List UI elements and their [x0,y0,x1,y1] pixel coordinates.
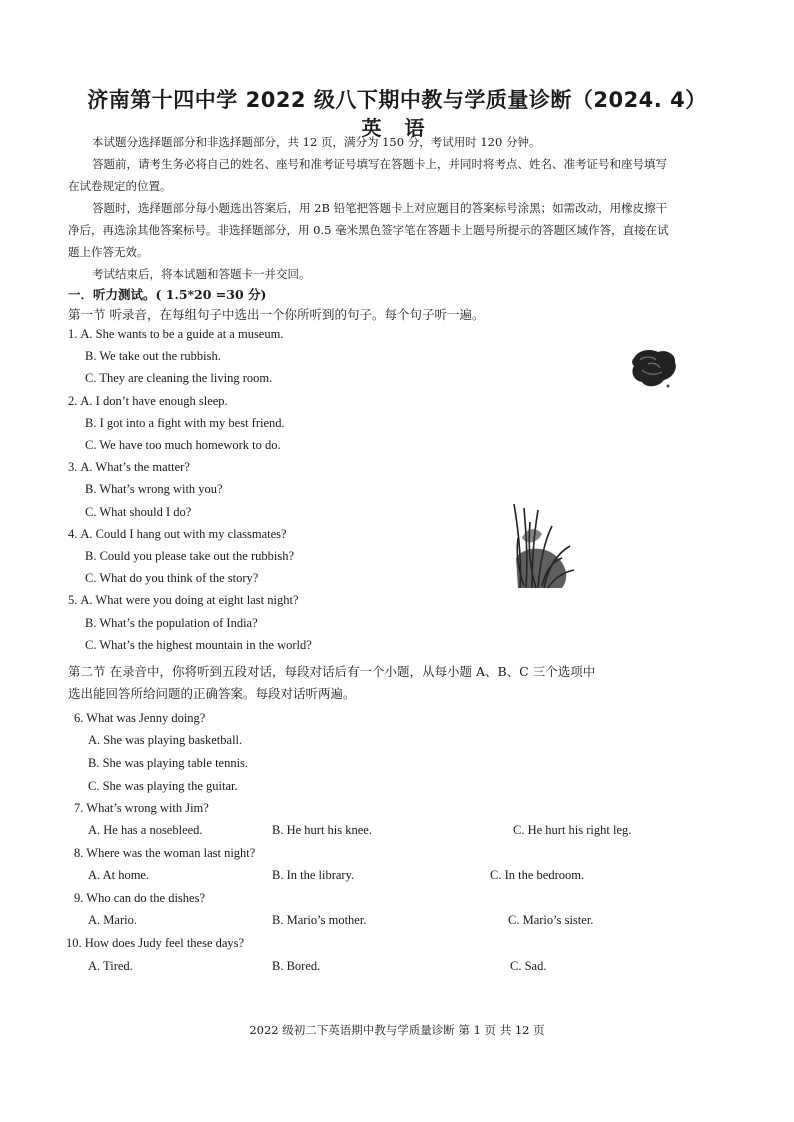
instruction-line: 题上作答无效。 [68,245,149,259]
part-one-instruction: 第一节 听录音，在每组句子中选出一个你所听到的句子。每个句子听一遍。 [68,307,485,322]
section-heading: 一．听力测试。( 1.5*20 =30 分) [68,287,267,302]
subject-title: 英 语 [361,116,433,140]
instruction-line: 考试结束后，将本试题和答题卡一并交回。 [92,267,311,281]
question-item [68,527,287,542]
question-number: 5. [68,593,78,608]
question-option: A. I don’t have enough sleep. [80,393,228,408]
question-option: A. Mario. [88,913,137,927]
question-option: B. In the library. [272,868,355,882]
question-number: 1. [68,327,78,341]
question-stem: 6. What was Jenny doing? [74,711,206,725]
question-stem: 10. How does Judy feel these days? [66,936,245,950]
question-option: A. Tired. [88,959,133,973]
question-option: C. What do you think of the story? [85,571,259,586]
question-option: C. They are cleaning the living room. [85,371,273,386]
question-number: 2. [68,393,78,408]
question-option: A. What were you doing at eight last night? [80,593,299,608]
question-option: C. She was playing the guitar. [88,779,238,793]
question-option: B. I got into a fight with my best friend. [85,415,285,430]
question-option: B. He hurt his knee. [272,823,372,837]
question-item [68,394,228,409]
question-stem: 8. Where was the woman last night? [74,846,256,860]
question-item [68,327,283,342]
question-option: C. In the bedroom. [490,868,585,882]
question-option: C. What should I do? [85,504,192,519]
instruction-line: 答题时，选择题部分每小题选出答案后，用 2B 铅笔把答题卡上对应题目的答案标号涂黑；如需改动，用橡皮擦干 [92,201,668,215]
instruction-line: 在试卷规定的位置。 [68,179,172,193]
question-option: B. She was playing table tennis. [88,756,249,770]
question-option: A. She wants to be a guide at a museum. [80,327,284,341]
question-option: B. What’s the population of India? [85,615,258,630]
part-two-instruction: 第二节 在录音中，你将听到五段对话，每段对话后有一个小题，从每小题 A、B、C 三个选项中 [68,664,596,679]
part-two-instruction: 选出能回答所给问题的正确答案。每段对话听两遍。 [68,686,356,701]
question-stem: 9. Who can do the dishes? [74,891,205,905]
question-option: C. He hurt his right leg. [513,823,632,837]
exam-title: 济南第十四中学 2022 级八下期中教与学质量诊断（2024. 4） [87,88,707,112]
ink-blot-image [628,348,680,390]
page-footer: 2022 级初二下英语期中教与学质量诊断 第 1 页 共 12 页 [249,1023,545,1037]
instruction-line: 净后，再选涂其他答案标号。非选择题部分，用 0.5 毫米黑色签字笔在答题卡上题号所提示的答题区域作答，直接在试 [68,223,669,237]
question-option: B. Bored. [272,959,321,973]
question-number: 4. [68,526,78,541]
question-option: A. What’s the matter? [80,460,190,475]
question-option: B. We take out the rubbish. [85,349,221,364]
question-option: A. Could I hang out with my classmates? [80,526,287,541]
question-option: B. Mario’s mother. [272,913,367,927]
question-option: C. We have too much homework to do. [85,438,281,452]
question-option: C. Mario’s sister. [508,913,594,927]
instruction-line: 答题前，请考生务必将自己的姓名、座号和准考证号填写在答题卡上，并同时将考点、姓名、准考证号和座号填写 [92,157,667,171]
grass-sketch-image [512,498,576,590]
question-option: A. At home. [88,868,150,882]
question-item [68,460,190,475]
question-option: B. What’s wrong with you? [85,482,223,497]
question-option: A. She was playing basketball. [88,733,243,747]
question-option: B. Could you please take out the rubbish? [85,549,294,563]
question-option: C. What’s the highest mountain in the world? [85,637,312,652]
question-number: 3. [68,460,78,475]
question-option: A. He has a nosebleed. [88,823,203,837]
instruction-line: 本试题分选择题部分和非选择题部分，共 12 页，满分为 150 分，考试用时 120 分钟。 [92,135,541,149]
question-stem: 7. What’s wrong with Jim? [74,801,209,815]
question-item [68,593,299,608]
question-option: C. Sad. [510,959,547,973]
